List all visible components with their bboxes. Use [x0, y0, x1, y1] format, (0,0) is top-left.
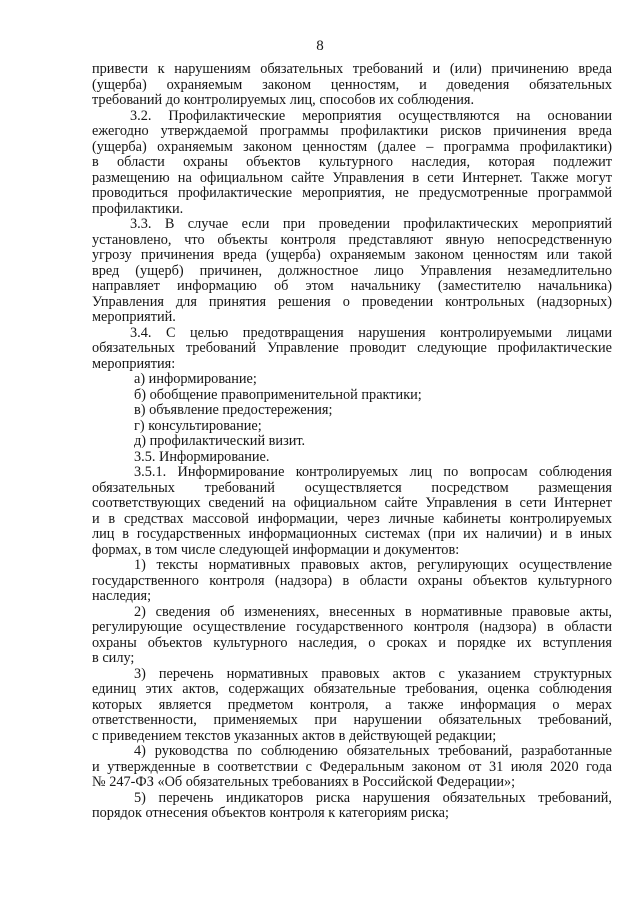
- text-line: с приведением текстов указанных актов в действующей редакции;: [92, 727, 497, 744]
- text-line: 4) руководства по соблюдению обязательных требований, разработанные: [134, 743, 612, 759]
- text-line: проводиться профилактические мероприятия, не предусмотренные программой: [92, 185, 612, 201]
- text-line: лиц в государственных информационных системах (при их наличии) и в иных: [92, 526, 612, 542]
- text-line: 3.2. Профилактические мероприятия осуществляются на основании: [130, 107, 612, 124]
- text-line: установлено, что объекты контроля представляют явную непосредственную: [92, 231, 612, 248]
- text-line: обязательных требований Управление проводит следующие профилактические: [92, 340, 612, 356]
- text-line: 3) перечень нормативных правовых актов с указанием структурных: [134, 665, 612, 682]
- text-line: формах, в том числе следующей информации и документов:: [92, 541, 460, 558]
- text-line: (ущерба) охраняемым законом ценностям (далее – программа профилактики): [92, 138, 612, 155]
- text-line: 5) перечень индикаторов риска нарушения обязательных требований,: [134, 789, 612, 806]
- text-line: соответствующих сведений на официальном сайте Управления в сети Интернет: [92, 495, 612, 511]
- text-line: 3.5. Информирование.: [134, 448, 270, 465]
- document-body: [92, 62, 612, 822]
- text-line: регулирующие осуществление государственного контроля (надзора) в области: [92, 619, 612, 635]
- page-number: 8: [316, 38, 324, 54]
- text-line: требований до контролируемых лиц, способов их соблюдения.: [92, 92, 475, 108]
- text-line: в области охраны объектов культурного наследия, которая подлежит: [92, 154, 612, 170]
- text-line: профилактики.: [92, 200, 184, 217]
- text-line: 3.3. В случае если при проведении профилактических мероприятий: [130, 216, 612, 232]
- text-line: привести к нарушениям обязательных требований и (или) причинению вреда: [92, 61, 612, 77]
- text-line: 1) тексты нормативных правовых актов, регулирующих осуществление: [134, 557, 612, 573]
- text-line: (ущерба) охраняемым законом ценностям, и доведения обязательных: [92, 76, 612, 93]
- text-line: порядок отнесения объектов контроля к категориям риска;: [92, 805, 449, 821]
- text-line: № 247-ФЗ «Об обязательных требованиях в Российской Федерации»;: [92, 774, 516, 790]
- text-line: которых является предметом контроля, а также информация о мерах: [92, 696, 612, 713]
- text-line: д) профилактический визит.: [134, 433, 306, 449]
- text-line: направляет информацию об этом начальнику (заместителю начальника): [92, 278, 612, 294]
- text-line: вред (ущерб) причинен, должностное лицо Управления незамедлительно: [92, 262, 612, 279]
- text-line: обязательных требований осуществляется посредством размещения: [92, 479, 612, 496]
- text-line: Управления для принятия решения о проведении контрольных (надзорных): [92, 293, 612, 310]
- text-line: в) объявление предостережения;: [134, 402, 333, 418]
- text-line: наследия;: [92, 588, 152, 604]
- text-line: единиц этих актов, содержащих обязательные требования, оценка соблюдения: [92, 681, 612, 697]
- text-line: ответственности, применяемых при нарушении обязательных требований,: [92, 712, 612, 728]
- text-line: и утвержденные в соответствии с Федеральным законом от 31 июля 2020 года: [92, 758, 612, 775]
- text-line: мероприятия:: [92, 355, 176, 372]
- text-line: в силу;: [92, 650, 135, 666]
- text-line: размещению на официальном сайте Управления в сети Интернет. Также могут: [92, 169, 612, 186]
- text-line: 2) сведения об изменениях, внесенных в нормативные правовые акты,: [134, 603, 612, 620]
- text-line: государственного контроля (надзора) в области охраны объектов культурного: [92, 572, 612, 589]
- text-line: а) информирование;: [134, 371, 257, 387]
- text-line: и в средствах массовой информации, через личные кабинеты контролируемых: [92, 510, 612, 527]
- text-line: охраны объектов культурного наследия, о сроках и порядке их вступления: [92, 634, 612, 651]
- text-line: угрозу причинения вреда (ущерба) охраняемым законом ценностям или такой: [92, 247, 612, 263]
- text-line: 3.4. С целью предотвращения нарушения контролируемыми лицами: [130, 324, 612, 341]
- text-line: мероприятий.: [92, 309, 176, 325]
- text-line: ежегодно утверждаемой программы профилактики рисков причинения вреда: [92, 123, 612, 139]
- text-line: б) обобщение правоприменительной практики;: [134, 386, 422, 403]
- text-line: 3.5.1. Информирование контролируемых лиц по вопросам соблюдения: [134, 464, 612, 480]
- text-line: г) консультирование;: [134, 417, 262, 434]
